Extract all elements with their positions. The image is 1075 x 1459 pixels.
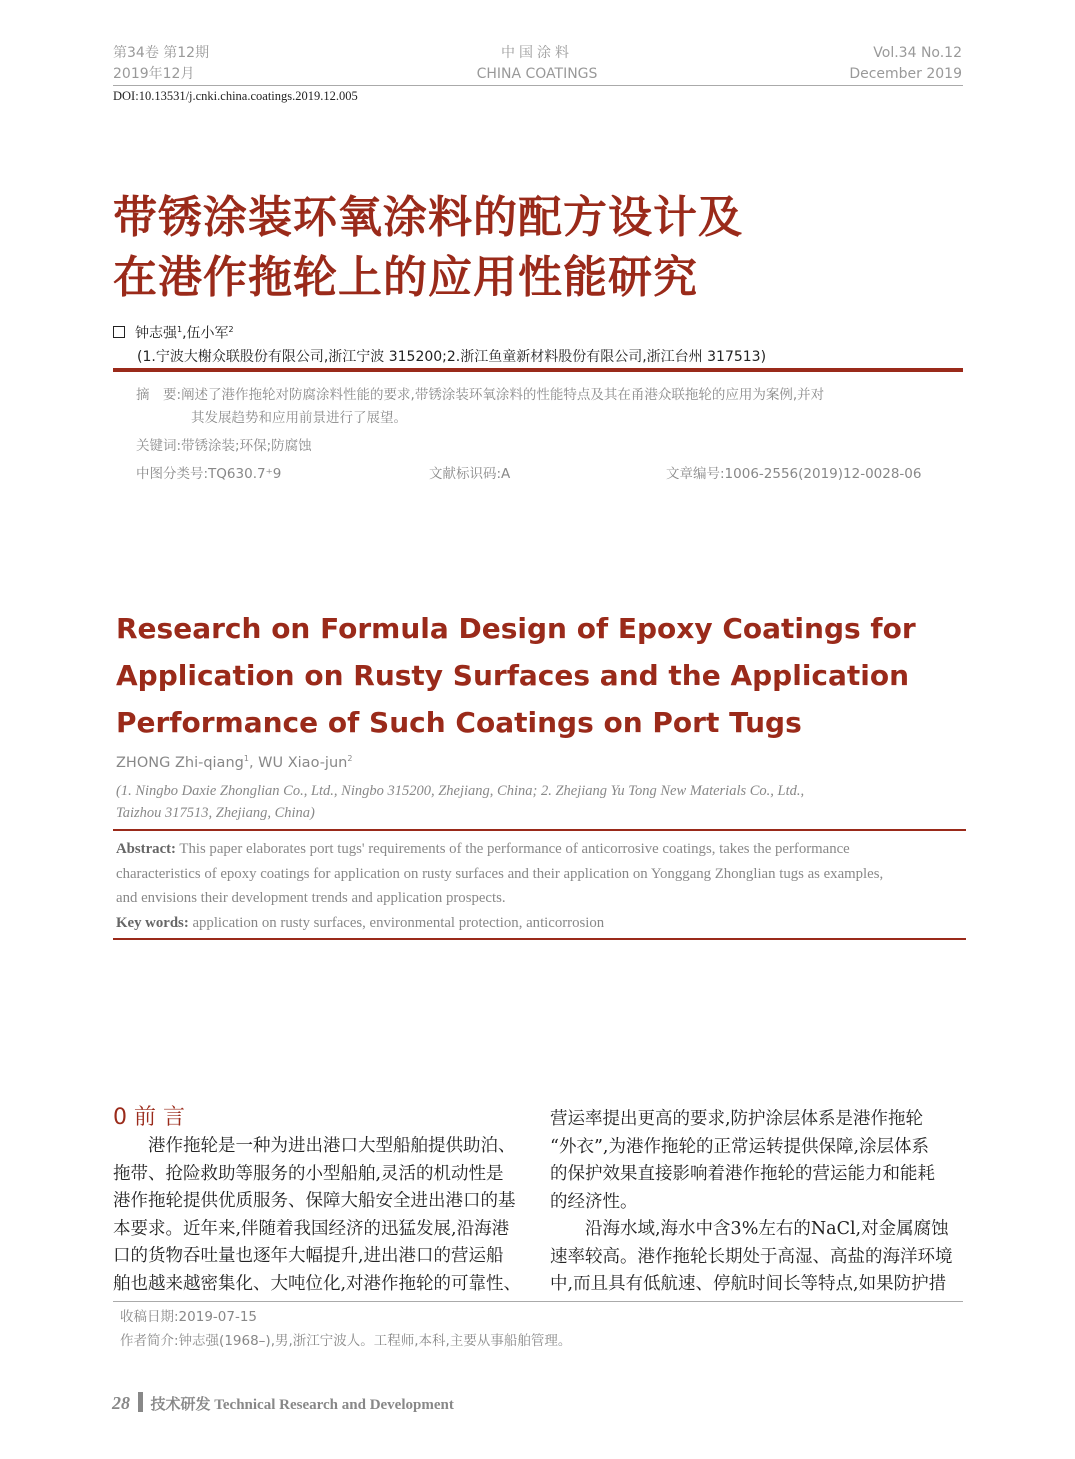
keywords-label: Key words:: [116, 914, 189, 931]
author-sup: 2: [347, 754, 353, 763]
author-sup: 1: [177, 325, 183, 334]
body-line: 拖带、抢险救助等服务的小型船舶,灵活的机动性是: [113, 1163, 504, 1184]
journal-name-en: CHINA COATINGS: [476, 66, 598, 82]
body-column-1: [113, 1133, 533, 1298]
received-date: 收稿日期:2019-07-15: [120, 1309, 258, 1325]
title-cn: [113, 188, 743, 308]
body-line: 本要求。近年来,伴随着我国经济的迅猛发展,沿海港: [113, 1218, 510, 1239]
clc-number: 中图分类号:TQ630.7⁺9: [136, 466, 282, 482]
body-line: 口的货物吞吐量也逐年大幅提升,进出港口的营运船: [113, 1246, 504, 1266]
title-cn-line: 带锈涂装环氧涂料的配方设计及: [113, 192, 743, 243]
doc-code: 文献标识码:A: [429, 466, 511, 482]
title-en-line: Application on Rusty Surfaces and the Application: [116, 659, 910, 692]
date-cn: 2019年12月: [113, 66, 195, 82]
affiliation-cn: (1.宁波大榭众联股份有限公司,浙江宁波 315200;2.浙江鱼童新材料股份有限公司,浙江台州 317513): [137, 348, 767, 365]
red-rule: [113, 938, 966, 940]
author-name: 伍小军: [186, 325, 229, 342]
keywords-cn: 关键词:带锈涂装;环保;防腐蚀: [136, 438, 312, 454]
footnotes: [120, 1305, 571, 1353]
body-line: 港作拖轮提供优质服务、保障大船安全进出港口的基: [113, 1191, 516, 1211]
affiliation-en: [116, 780, 804, 824]
body-line: 舶也越来越密集化、大吨位化,对港作拖轮的可靠性、: [113, 1273, 522, 1294]
doi[interactable]: DOI:10.13531/j.cnki.china.coatings.2019.12.005: [113, 89, 358, 103]
header-right: [849, 43, 962, 85]
body-column-2: [550, 1106, 970, 1299]
page-number: 28: [112, 1393, 130, 1413]
article-number: 文章编号:1006-2556(2019)12-0028-06: [666, 466, 922, 482]
body-line: 的经济性。: [550, 1191, 638, 1212]
author-name: ZHONG Zhi-qiang: [116, 754, 244, 771]
red-rule: [113, 368, 963, 372]
column-en: Technical Research and Development: [214, 1397, 454, 1413]
body-line: “外衣”,为港作拖轮的正常运转提供保障,涂层体系: [550, 1136, 930, 1157]
header-center: [437, 43, 637, 85]
footnote-rule: [113, 1301, 963, 1302]
abstract-line: This paper elaborates port tugs' requirements of the performance of anticorrosive coatings, takes the performance: [176, 841, 850, 857]
body-line: 中,而且具有低航速、停航时间长等特点,如果防护措: [550, 1274, 947, 1294]
header-left: [113, 43, 209, 85]
author-sup: 2: [228, 325, 234, 334]
body-line: 营运率提出更高的要求,防护涂层体系是港作拖轮: [550, 1109, 924, 1129]
body-line: 港作拖轮是一种为进出港口大型船舶提供助泊、: [113, 1136, 516, 1156]
column-cn: 技术研发: [150, 1397, 211, 1413]
abstract-label: 摘 要:: [136, 387, 182, 403]
abstract-line: 阐述了港作拖轮对防腐涂料性能的要求,带锈涂装环氧涂料的性能特点及其在甬港众联拖轮的应用为案例,并对: [181, 387, 825, 403]
header-rule: [113, 85, 963, 86]
authors-cn: [113, 318, 766, 369]
author-name: , WU Xiao-jun: [248, 754, 348, 771]
abstract-label: Abstract:: [116, 841, 176, 857]
date-en: December 2019: [849, 66, 962, 82]
abstract-line: 其发展趋势和应用前景进行了展望。: [191, 410, 407, 426]
title-cn-line: 在港作拖轮上的应用性能研究: [113, 252, 698, 303]
abstract-line: characteristics of epoxy coatings for application on rusty surfaces and their application on Yonggang Zhonglian tugs as examples,: [116, 865, 884, 882]
affiliation-line: (1. Ningbo Daxie Zhonglian Co., Ltd., Ningbo 315200, Zhejiang, China; 2. Zhejiang Yu Tong New Materials Co., Ltd.,: [116, 783, 805, 799]
author-name: 钟志强: [135, 325, 177, 342]
body-line: 的保护效果直接影响着港作拖轮的营运能力和能耗: [550, 1164, 935, 1184]
title-en-line: Performance of Such Coatings on Port Tugs: [116, 706, 802, 739]
keywords-en: application on rusty surfaces, environmental protection, anticorrosion: [188, 914, 605, 931]
authors-en: [116, 754, 352, 771]
abstract-cn: [136, 384, 936, 486]
page-footer: [112, 1392, 454, 1414]
title-en-line: Research on Formula Design of Epoxy Coatings for: [116, 612, 916, 645]
section-heading: 0 前 言: [113, 1105, 185, 1130]
author-bio: 作者简介:钟志强(1968–),男,浙江宁波人。工程师,本科,主要从事船舶管理。: [120, 1333, 572, 1349]
journal-name-cn: 中国涂料: [501, 45, 573, 61]
volume-en: Vol.34 No.12: [873, 45, 962, 61]
volume-cn: 第34卷 第12期: [113, 45, 210, 61]
body-line: 沿海水域,海水中含3%左右的NaCl,对金属腐蚀: [550, 1219, 949, 1239]
footer-bar: [138, 1392, 143, 1412]
abstract-line: and envisions their development trends and application prospects.: [116, 890, 506, 906]
body-line: 速率较高。港作拖轮长期处于高湿、高盐的海洋环境: [550, 1246, 953, 1267]
red-rule: [113, 829, 966, 831]
affiliation-line: Taizhou 317513, Zhejiang, China): [116, 805, 315, 821]
title-en: [116, 605, 916, 746]
author-sup: 1: [243, 754, 249, 763]
square-icon: [113, 326, 125, 338]
author-sep: ,: [182, 325, 187, 342]
abstract-en: [116, 837, 966, 935]
